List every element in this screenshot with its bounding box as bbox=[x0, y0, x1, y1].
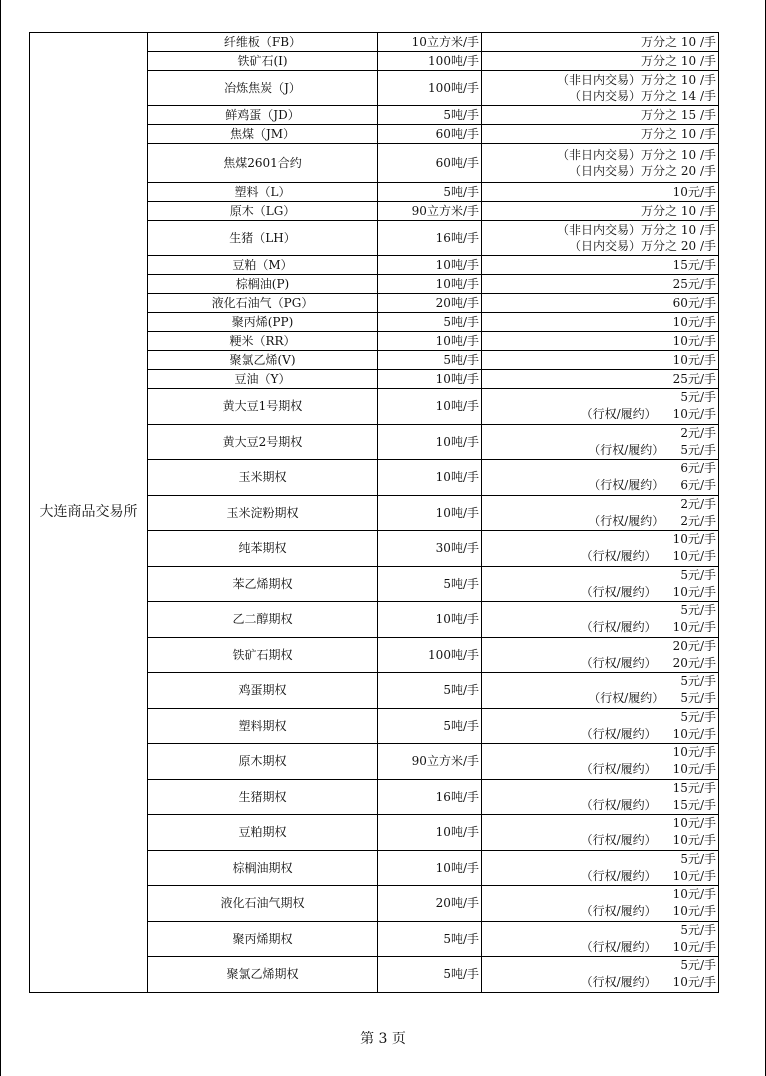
exercise-label: （行权/履约） bbox=[580, 584, 657, 599]
exercise-label: （行权/履约） bbox=[580, 833, 657, 848]
option-fee-bottom: 10元/手 bbox=[672, 762, 716, 777]
contract-unit: 5吨/手 bbox=[378, 351, 482, 370]
option-unit: 30吨/手 bbox=[378, 531, 482, 567]
contract-unit: 10吨/手 bbox=[378, 332, 482, 351]
option-fee-cell bbox=[482, 602, 719, 638]
fee-cell bbox=[482, 202, 719, 221]
option-unit: 100吨/手 bbox=[378, 637, 482, 673]
option-unit: 5吨/手 bbox=[378, 957, 482, 993]
option-unit: 5吨/手 bbox=[378, 673, 482, 709]
option-fee-cell bbox=[482, 637, 719, 673]
exercise-label: （行权/履约） bbox=[580, 407, 657, 422]
option-name: 纯苯期权 bbox=[148, 531, 378, 567]
option-fee-top: 10元/手 bbox=[672, 532, 716, 547]
option-fee-bottom: 10元/手 bbox=[672, 868, 716, 883]
contract-name: 粳米（RR） bbox=[148, 332, 378, 351]
fee-text: （日内交易）万分之 14 /手 bbox=[569, 89, 716, 103]
fee-text: （非日内交易）万分之 10 /手 bbox=[557, 223, 716, 237]
fee-text: 10元/手 bbox=[672, 353, 716, 367]
option-fee-bottom-line bbox=[482, 726, 716, 743]
contract-name: 豆粕（M） bbox=[148, 256, 378, 275]
option-fee-bottom: 10元/手 bbox=[672, 939, 716, 954]
option-unit: 10吨/手 bbox=[378, 424, 482, 460]
option-fee-top: 10元/手 bbox=[672, 745, 716, 760]
option-name: 玉米期权 bbox=[148, 460, 378, 496]
fee-text: 10元/手 bbox=[672, 334, 716, 348]
option-fee-bottom: 10元/手 bbox=[672, 620, 716, 635]
contract-unit: 20吨/手 bbox=[378, 294, 482, 313]
option-fee-bottom: 10元/手 bbox=[672, 549, 716, 564]
option-fee-bottom-line bbox=[482, 974, 716, 991]
contract-name: 铁矿石(I) bbox=[148, 52, 378, 71]
option-fee-top: 5元/手 bbox=[680, 851, 716, 866]
option-name: 鸡蛋期权 bbox=[148, 673, 378, 709]
option-unit: 5吨/手 bbox=[378, 566, 482, 602]
option-fee-bottom-line bbox=[482, 406, 716, 423]
contract-unit: 60吨/手 bbox=[378, 125, 482, 144]
option-fee-cell bbox=[482, 531, 719, 567]
option-fee-bottom: 5元/手 bbox=[680, 442, 716, 457]
fee-text: 15元/手 bbox=[672, 258, 716, 272]
option-unit: 90立方米/手 bbox=[378, 744, 482, 780]
contract-name: 纤维板（FB） bbox=[148, 33, 378, 52]
fee-text: 万分之 10 /手 bbox=[641, 54, 716, 68]
option-fee-cell bbox=[482, 921, 719, 957]
option-name: 聚丙烯期权 bbox=[148, 921, 378, 957]
option-unit: 10吨/手 bbox=[378, 495, 482, 531]
option-unit: 10吨/手 bbox=[378, 815, 482, 851]
contract-unit: 90立方米/手 bbox=[378, 202, 482, 221]
fee-text: 10元/手 bbox=[672, 185, 716, 199]
option-fee-cell bbox=[482, 779, 719, 815]
option-fee-bottom-line bbox=[482, 832, 716, 849]
exercise-label: （行权/履约） bbox=[580, 726, 657, 741]
option-fee-bottom-line bbox=[482, 584, 716, 601]
option-fee-top: 2元/手 bbox=[680, 496, 716, 511]
exercise-label: （行权/履约） bbox=[580, 868, 657, 883]
fee-cell bbox=[482, 183, 719, 202]
fee-text: 25元/手 bbox=[672, 277, 716, 291]
option-fee-cell bbox=[482, 495, 719, 531]
option-unit: 10吨/手 bbox=[378, 389, 482, 425]
option-fee-bottom-line bbox=[482, 903, 716, 920]
option-fee-bottom-line bbox=[482, 797, 716, 814]
option-name: 黄大豆2号期权 bbox=[148, 424, 378, 460]
option-name: 苯乙烯期权 bbox=[148, 566, 378, 602]
exercise-label: （行权/履约） bbox=[588, 691, 665, 706]
option-fee-top: 5元/手 bbox=[680, 674, 716, 689]
option-fee-cell bbox=[482, 566, 719, 602]
contract-name: 聚丙烯(PP) bbox=[148, 313, 378, 332]
page-number: 第 3 页 bbox=[360, 1031, 406, 1047]
exercise-label: （行权/履约） bbox=[580, 975, 657, 990]
contract-name: 液化石油气（PG） bbox=[148, 294, 378, 313]
option-fee-top: 5元/手 bbox=[680, 567, 716, 582]
fee-cell bbox=[482, 351, 719, 370]
contract-name: 棕榈油(P) bbox=[148, 275, 378, 294]
fee-cell bbox=[482, 221, 719, 256]
option-fee-bottom-line bbox=[482, 513, 716, 530]
fee-cell bbox=[482, 33, 719, 52]
option-unit: 5吨/手 bbox=[378, 921, 482, 957]
fee-text: 25元/手 bbox=[672, 372, 716, 386]
option-fee-bottom: 10元/手 bbox=[672, 584, 716, 599]
fee-text: 60元/手 bbox=[672, 296, 716, 310]
fee-text: 万分之 15 /手 bbox=[641, 108, 716, 122]
option-fee-bottom-line bbox=[482, 655, 716, 672]
option-name: 黄大豆1号期权 bbox=[148, 389, 378, 425]
table-row bbox=[30, 33, 719, 52]
option-fee-bottom-line bbox=[482, 548, 716, 565]
option-unit: 10吨/手 bbox=[378, 602, 482, 638]
exercise-label: （行权/履约） bbox=[580, 655, 657, 670]
option-fee-top: 10元/手 bbox=[672, 887, 716, 902]
option-fee-bottom: 2元/手 bbox=[680, 513, 716, 528]
contract-name: 塑料（L） bbox=[148, 183, 378, 202]
contract-unit: 100吨/手 bbox=[378, 71, 482, 106]
fee-text: 10元/手 bbox=[672, 315, 716, 329]
option-fee-bottom: 10元/手 bbox=[672, 833, 716, 848]
option-fee-bottom-line bbox=[482, 939, 716, 956]
option-fee-bottom: 5元/手 bbox=[680, 691, 716, 706]
exchange-name: 大连商品交易所 bbox=[30, 33, 148, 993]
option-fee-cell bbox=[482, 460, 719, 496]
option-fee-cell bbox=[482, 957, 719, 993]
contract-unit: 100吨/手 bbox=[378, 52, 482, 71]
contract-unit: 16吨/手 bbox=[378, 221, 482, 256]
contract-unit: 5吨/手 bbox=[378, 183, 482, 202]
option-fee-bottom: 20元/手 bbox=[672, 655, 716, 670]
exercise-label: （行权/履约） bbox=[580, 620, 657, 635]
option-fee-cell bbox=[482, 886, 719, 922]
fee-text: （非日内交易）万分之 10 /手 bbox=[557, 73, 716, 87]
contract-unit: 10吨/手 bbox=[378, 256, 482, 275]
exercise-label: （行权/履约） bbox=[580, 762, 657, 777]
page-left-border bbox=[0, 0, 1, 1076]
option-unit: 16吨/手 bbox=[378, 779, 482, 815]
option-name: 乙二醇期权 bbox=[148, 602, 378, 638]
fee-cell bbox=[482, 275, 719, 294]
contract-name: 原木（LG） bbox=[148, 202, 378, 221]
contract-unit: 60吨/手 bbox=[378, 144, 482, 183]
option-fee-cell bbox=[482, 744, 719, 780]
fee-text: （日内交易）万分之 20 /手 bbox=[569, 239, 716, 253]
fee-text: 万分之 10 /手 bbox=[641, 127, 716, 141]
option-fee-top: 5元/手 bbox=[680, 922, 716, 937]
exercise-label: （行权/履约） bbox=[580, 939, 657, 954]
option-fee-bottom: 15元/手 bbox=[672, 797, 716, 812]
option-fee-bottom-line bbox=[482, 442, 716, 459]
fee-cell bbox=[482, 256, 719, 275]
option-fee-top: 6元/手 bbox=[680, 461, 716, 476]
option-name: 塑料期权 bbox=[148, 708, 378, 744]
option-fee-top: 10元/手 bbox=[672, 816, 716, 831]
exercise-label: （行权/履约） bbox=[588, 513, 665, 528]
exercise-label: （行权/履约） bbox=[580, 549, 657, 564]
option-unit: 5吨/手 bbox=[378, 708, 482, 744]
option-name: 棕榈油期权 bbox=[148, 850, 378, 886]
contract-unit: 10立方米/手 bbox=[378, 33, 482, 52]
option-fee-bottom-line bbox=[482, 619, 716, 636]
option-unit: 10吨/手 bbox=[378, 850, 482, 886]
option-name: 液化石油气期权 bbox=[148, 886, 378, 922]
fee-cell bbox=[482, 370, 719, 389]
fee-cell bbox=[482, 52, 719, 71]
fee-cell bbox=[482, 71, 719, 106]
option-unit: 10吨/手 bbox=[378, 460, 482, 496]
contract-name: 冶炼焦炭（J） bbox=[148, 71, 378, 106]
option-fee-bottom: 10元/手 bbox=[672, 975, 716, 990]
option-name: 豆粕期权 bbox=[148, 815, 378, 851]
fee-cell bbox=[482, 125, 719, 144]
option-fee-bottom-line bbox=[482, 690, 716, 707]
contract-name: 聚氯乙烯(V) bbox=[148, 351, 378, 370]
contract-name: 鲜鸡蛋（JD） bbox=[148, 106, 378, 125]
contract-unit: 5吨/手 bbox=[378, 313, 482, 332]
option-fee-top: 5元/手 bbox=[680, 958, 716, 973]
fee-cell bbox=[482, 144, 719, 183]
option-fee-bottom: 10元/手 bbox=[672, 726, 716, 741]
option-fee-top: 15元/手 bbox=[672, 780, 716, 795]
option-fee-top: 20元/手 bbox=[672, 638, 716, 653]
option-name: 原木期权 bbox=[148, 744, 378, 780]
fee-cell bbox=[482, 294, 719, 313]
option-unit: 20吨/手 bbox=[378, 886, 482, 922]
option-fee-cell bbox=[482, 673, 719, 709]
exercise-label: （行权/履约） bbox=[588, 442, 665, 457]
option-fee-cell bbox=[482, 815, 719, 851]
exercise-label: （行权/履约） bbox=[588, 478, 665, 493]
fee-cell bbox=[482, 106, 719, 125]
option-fee-top: 2元/手 bbox=[680, 425, 716, 440]
contract-unit: 10吨/手 bbox=[378, 275, 482, 294]
fee-text: 万分之 10 /手 bbox=[641, 35, 716, 49]
fee-cell bbox=[482, 332, 719, 351]
option-fee-bottom-line bbox=[482, 868, 716, 885]
fee-text: （日内交易）万分之 20 /手 bbox=[569, 164, 716, 178]
fee-cell bbox=[482, 313, 719, 332]
fee-table bbox=[29, 32, 719, 993]
option-name: 生猪期权 bbox=[148, 779, 378, 815]
option-name: 聚氯乙烯期权 bbox=[148, 957, 378, 993]
option-fee-bottom-line bbox=[482, 761, 716, 778]
fee-text: （非日内交易）万分之 10 /手 bbox=[557, 148, 716, 162]
exercise-label: （行权/履约） bbox=[580, 904, 657, 919]
contract-name: 豆油（Y） bbox=[148, 370, 378, 389]
contract-unit: 10吨/手 bbox=[378, 370, 482, 389]
option-name: 玉米淀粉期权 bbox=[148, 495, 378, 531]
option-fee-bottom: 10元/手 bbox=[672, 407, 716, 422]
option-fee-cell bbox=[482, 389, 719, 425]
option-fee-cell bbox=[482, 424, 719, 460]
contract-name: 焦煤2601合约 bbox=[148, 144, 378, 183]
option-fee-top: 5元/手 bbox=[680, 709, 716, 724]
contract-name: 焦煤（JM） bbox=[148, 125, 378, 144]
fee-text: 万分之 10 /手 bbox=[641, 204, 716, 218]
option-fee-cell bbox=[482, 850, 719, 886]
exercise-label: （行权/履约） bbox=[580, 797, 657, 812]
option-name: 铁矿石期权 bbox=[148, 637, 378, 673]
option-fee-top: 5元/手 bbox=[680, 390, 716, 405]
option-fee-bottom-line bbox=[482, 477, 716, 494]
option-fee-bottom: 10元/手 bbox=[672, 904, 716, 919]
option-fee-top: 5元/手 bbox=[680, 603, 716, 618]
option-fee-bottom: 6元/手 bbox=[680, 478, 716, 493]
contract-unit: 5吨/手 bbox=[378, 106, 482, 125]
contract-name: 生猪（LH） bbox=[148, 221, 378, 256]
option-fee-cell bbox=[482, 708, 719, 744]
